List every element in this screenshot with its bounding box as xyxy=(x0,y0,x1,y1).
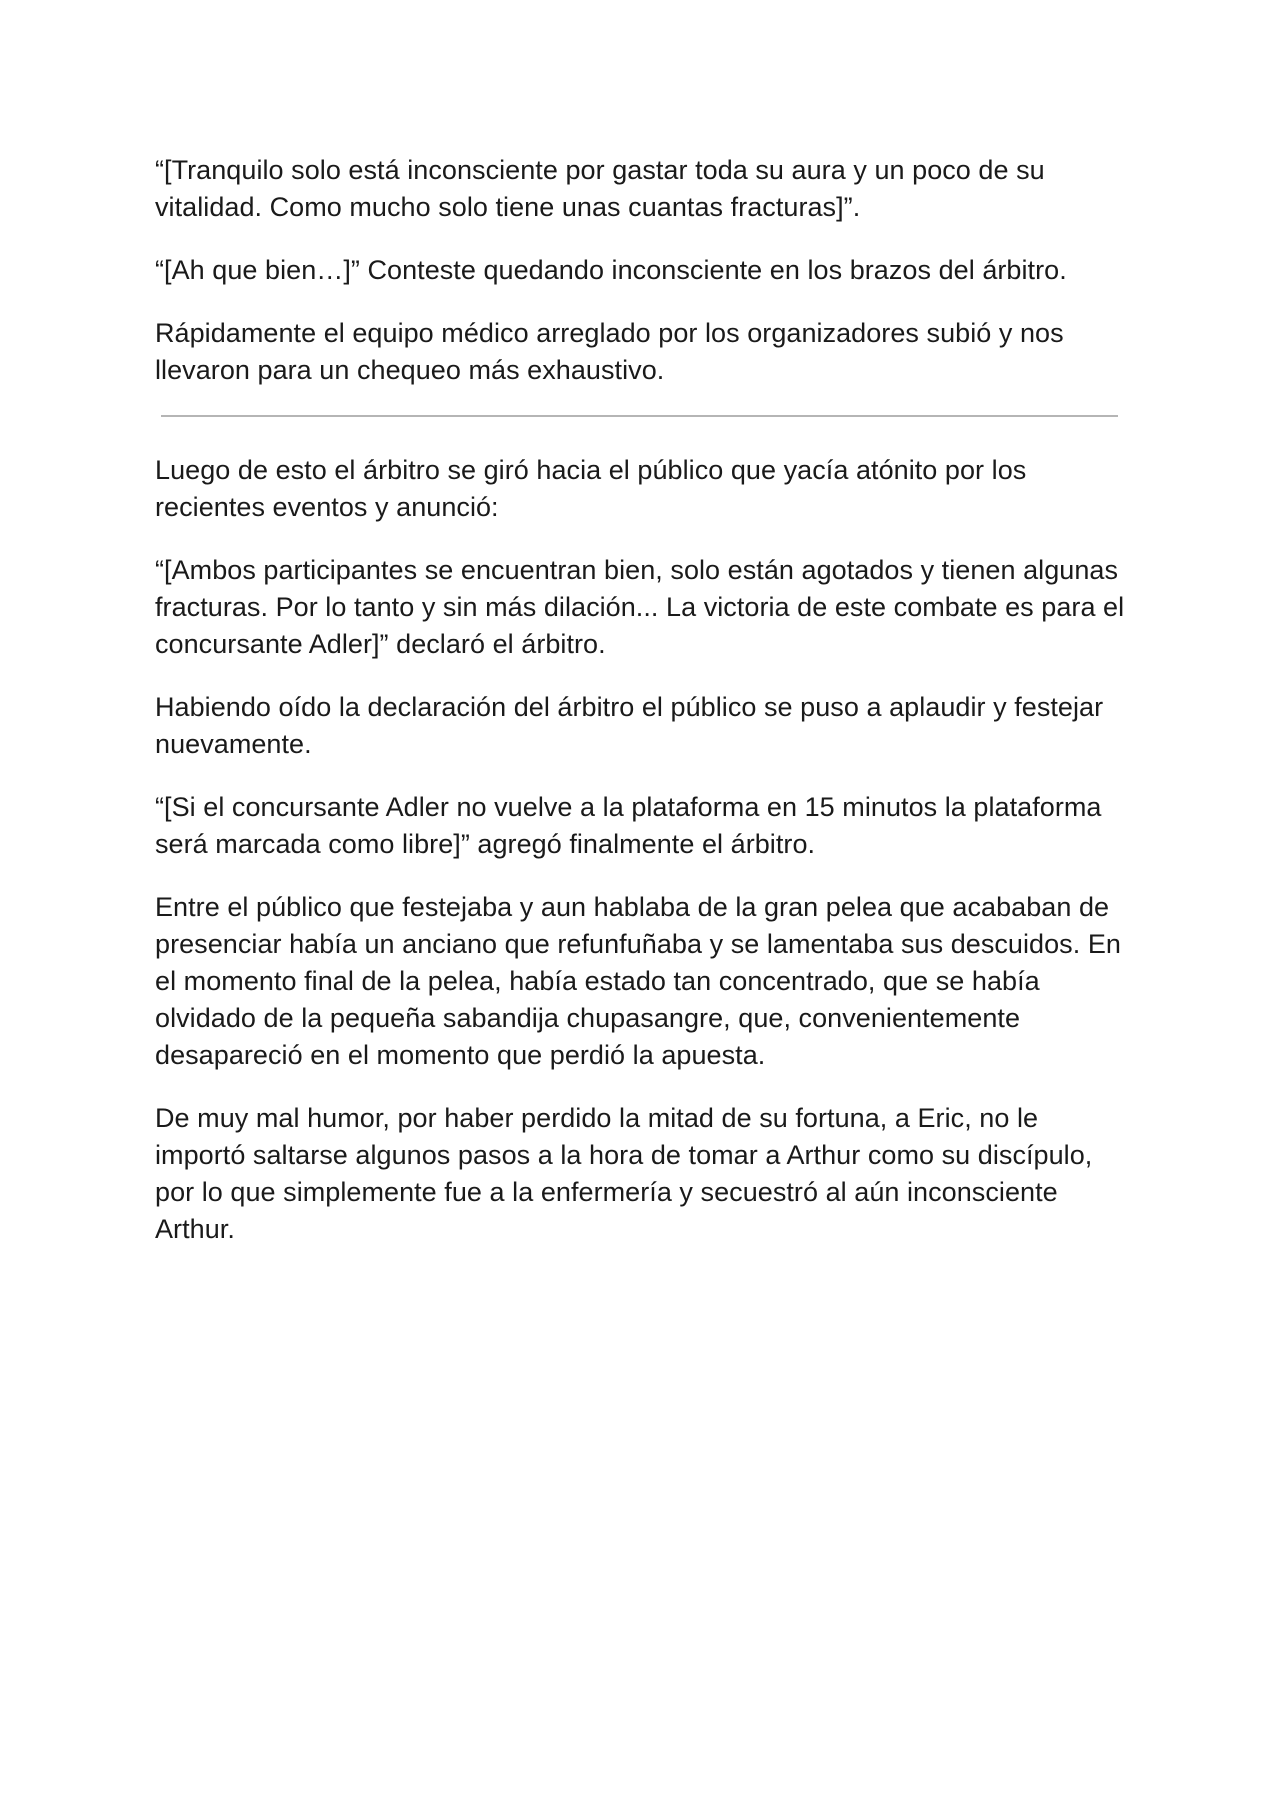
paragraph: “[Ah que bien…]” Conteste quedando inconsciente en los brazos del árbitro. xyxy=(155,255,1067,285)
paragraph: Entre el público que festejaba y aun hablaba de la gran pelea que acababan de presenciar había un anciano que refunfuñaba y se lamentaba sus descuidos. En el momento final de la pelea, había estado tan concentrado, que se había olvidado de la pequeña sabandija chupasangre, que, convenientemente desapareció en el momento que perdió la apuesta. xyxy=(155,892,1121,1070)
paragraph: Habiendo oído la declaración del árbitro el público se puso a aplaudir y festejar nuevamente. xyxy=(155,692,1104,759)
paragraph: “[Tranquilo solo está inconsciente por gastar toda su aura y un poco de su vitalidad. Como mucho solo tiene unas cuantas fracturas]”. xyxy=(155,155,1045,222)
paragraph: “[Si el concursante Adler no vuelve a la plataforma en 15 minutos la plataforma será marcada como libre]” agregó finalmente el árbitro. xyxy=(155,792,1102,859)
paragraph: Rápidamente el equipo médico arreglado por los organizadores subió y nos llevaron para un chequeo más exhaustivo. xyxy=(155,318,1064,385)
document-page xyxy=(155,152,1125,1274)
paragraph: Luego de esto el árbitro se giró hacia el público que yacía atónito por los recientes eventos y anunció: xyxy=(155,455,1027,522)
paragraph: “[Ambos participantes se encuentran bien, solo están agotados y tienen algunas fracturas. Por lo tanto y sin más dilación... La victoria de este combate es para el concursante Adler]” declaró el árbitro. xyxy=(155,555,1125,659)
paragraph: De muy mal humor, por haber perdido la mitad de su fortuna, a Eric, no le importó saltarse algunos pasos a la hora de tomar a Arthur como su discípulo, por lo que simplemente fue a la enfermería y secuestró al aún inconsciente Arthur. xyxy=(155,1103,1093,1244)
section-divider xyxy=(161,415,1118,417)
